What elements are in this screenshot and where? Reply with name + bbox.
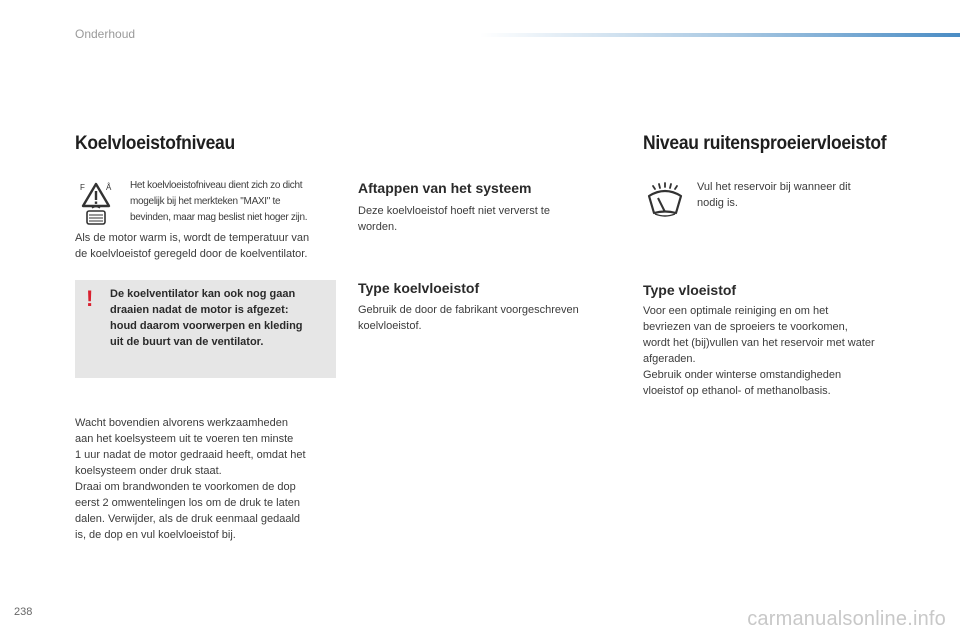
header-bar xyxy=(480,33,960,37)
coolant-paragraph-2: Wacht bovendien alvorens werkzaamheden aan het koelsysteem uit te voeren ten minste 1 uur nadat de motor gedraaid heeft, omdat het koelsysteem onder druk staat. Draai om brandwonden te voorkomen de dop eerst 2 omwentelingen los om de druk te laten dalen. Verwijder, als de druk eenmaal gedaald is, de dop en vul koelvloeistof bij. xyxy=(75,417,306,541)
svg-text:Å: Å xyxy=(106,183,112,192)
section-title: Onderhoud xyxy=(75,27,136,41)
fan-warning-box xyxy=(75,280,336,378)
coolant-level-title: Koelvloeistofniveau xyxy=(75,133,235,154)
svg-text:F: F xyxy=(80,183,85,192)
fan-warning-text: De koelventilator kan ook nog gaan draaien nadat de motor is afgezet: houd daarom voorwerpen en kleding uit de buurt van de ventilator. xyxy=(110,288,303,348)
draining-paragraph: Deze koelvloeistof hoeft niet ververst te worden. xyxy=(358,205,550,233)
coolant-icon-text: Het koelvloeistofniveau dient zich zo dicht mogelijk bij het merkteken "MAXI" te bevinden, maar mag beslist niet hoger zijn. xyxy=(130,180,308,223)
draining-heading: Aftappen van het systeem xyxy=(358,180,532,196)
washer-fluid-title: Niveau ruitensproeiervloeistof xyxy=(643,133,887,154)
windscreen-washer-icon xyxy=(645,180,685,218)
coolant-level-warning-icon xyxy=(78,180,114,226)
washer-icon-text: Vul het reservoir bij wanneer dit nodig is. xyxy=(697,181,851,209)
page-number: 238 xyxy=(14,606,33,618)
coolant-paragraph-1: Als de motor warm is, wordt de temperatuur van de koelvloeistof geregeld door de koelventilator. xyxy=(75,232,310,260)
coolant-type-paragraph: Gebruik de door de fabrikant voorgeschreven koelvloeistof. xyxy=(358,304,579,332)
watermark: carmanualsonline.info xyxy=(747,608,946,630)
exclamation-icon: ! xyxy=(86,286,94,311)
coolant-type-heading: Type koelvloeistof xyxy=(358,280,480,296)
fluid-type-heading: Type vloeistof xyxy=(643,282,737,298)
fluid-type-paragraph: Voor een optimale reiniging en om het bevriezen van de sproeiers te voorkomen, wordt het (bij)vullen van het reservoir met water afgeraden. Gebruik onder winterse omstandigheden vloeistof op ethanol- of methanolbasis. xyxy=(643,305,875,397)
